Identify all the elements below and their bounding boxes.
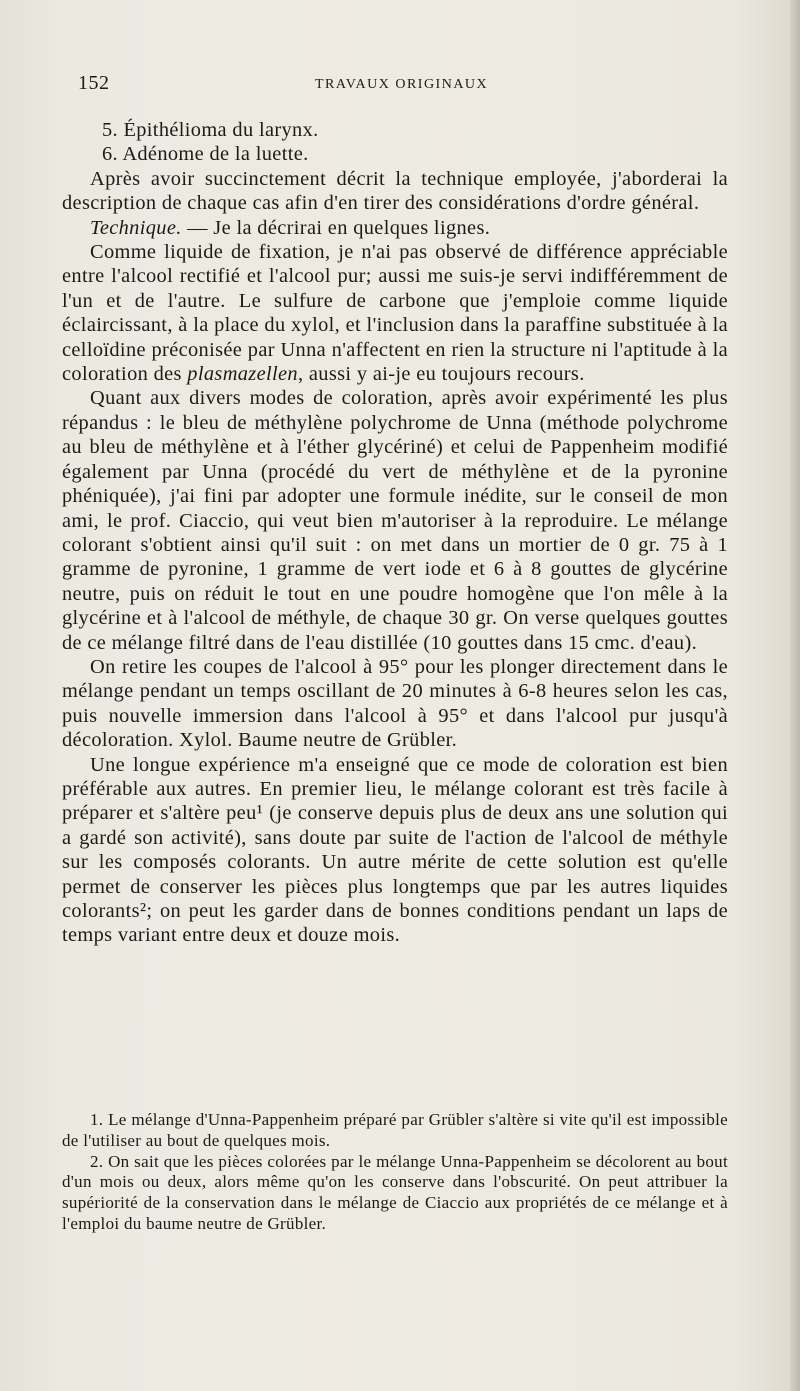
footnote-2: 2. On sait que les pièces colorées par le mélange Unna-Pappenheim se décolorent au bout d'un mois ou deux, alors même qu'on les conserve dans l'obscurité. On peut attribuer la supériorité de la conservation dans le mélange de Ciaccio aux propriétés de ce mélange et à l'emploi du baume neutre de Grübler. — [62, 1151, 728, 1233]
experience-text-2: (je conserve depuis plus de deux ans une solution qui a gardé son activité), sans doute par suite de l'action de l'alcool de méthyle sur les composés colorants. Un autre mérite de cette solution est qu'elle permet de conserver les pièces plus longtemps que par les autres liquides colorants — [62, 802, 728, 922]
paragraph-intro: Après avoir succinctement décrit la technique employée, j'aborderai la description de chaque cas afin d'en tirer des considérations d'ordre général. — [62, 167, 728, 215]
paragraph-fixation — [62, 240, 728, 386]
technique-heading: Technique. — [90, 216, 182, 239]
paragraph-experience — [62, 753, 728, 948]
fixation-text-2: , aussi y ai-je eu toujours recours. — [297, 363, 585, 386]
page-header — [78, 72, 728, 100]
list-item-5: 5. Épithélioma du larynx. — [102, 119, 319, 141]
technique-text: — Je la décrirai en quelques lignes. — [181, 216, 491, 239]
paragraph-technique — [62, 216, 728, 240]
fixation-text-1: Comme liquide de fixation, je n'ai pas observé de différence appréciable entre l'alcool rectifié et l'alcool pur; aussi me suis-je servi indifféremment de l'un et de l'autre. Le sulfure de carbone que j'emploie comme liquide éclaircissant, à la place du xylol, et l'inclusion dans la paraffine substituée à la celloïdine préconisée par Unna n'affectent en rien la structure ni l'aptitude à la coloration des — [62, 241, 728, 386]
body-text — [62, 118, 728, 948]
paragraph-coloration: Quant aux divers modes de coloration, après avoir expérimenté les plus répandus : le bleu de méthylène polychrome de Unna (méthode polychrome au bleu de méthylène et à l'éther glycériné) et celui de Pappenheim modifié également par Unna (procédé du vert de méthylène et de la pyronine phéniquée), j'ai fini par adopter une formule inédite, sur le conseil de mon ami, le prof. Ciaccio, qui veut bien m'autoriser à la reproduire. Le mélange colorant s'obtient ainsi qu'il suit : on met dans un mortier de 0 gr. 75 à 1 gramme de pyronine, 1 gramme de vert iode et 6 à 8 gouttes de glycérine neutre, puis on réduit le tout en une poudre homogène que l'on mêle à la glycérine et à l'alcool de méthyle, de chaque 30 gr. On verse quelques gouttes de ce mélange filtré dans de l'eau distillée (10 gouttes dans 15 cmc. d'eau). — [62, 387, 728, 654]
footnote-ref-2: ² — [139, 900, 147, 922]
page-number: 152 — [78, 72, 110, 94]
fixation-italic-term: plasmazellen — [187, 363, 298, 386]
experience-text-1: Une longue expérience m'a enseigné que ce mode de coloration est bien préférable aux autres. En premier lieu, le mélange colorant est très facile à préparer et s'altère peu — [62, 753, 728, 825]
footnote-1: 1. Le mélange d'Unna-Pappenheim préparé par Grübler s'altère si vite qu'il est impossible de l'utiliser au bout de quelques mois. — [62, 1110, 728, 1150]
footnote-ref-1: ¹ — [256, 802, 264, 825]
page-edge-shadow — [790, 0, 800, 1391]
list-item-6: 6. Adénome de la luette. — [102, 143, 309, 166]
experience-text-3: ; on peut les garder dans de bonnes conditions pendant un laps de temps variant entre deux et douze mois. — [62, 900, 728, 947]
footnotes — [62, 1110, 728, 1235]
paragraph-coupes: On retire les coupes de l'alcool à 95° pour les plonger directement dans le mélange pendant un temps oscillant de 20 minutes à 6-8 heures selon les cas, puis nouvelle immersion dans l'alcool à 95° et dans l'alcool pur jusqu'à décoloration. Xylol. Baume neutre de Grübler. — [62, 655, 728, 752]
running-head: TRAVAUX ORIGINAUX — [315, 77, 489, 92]
